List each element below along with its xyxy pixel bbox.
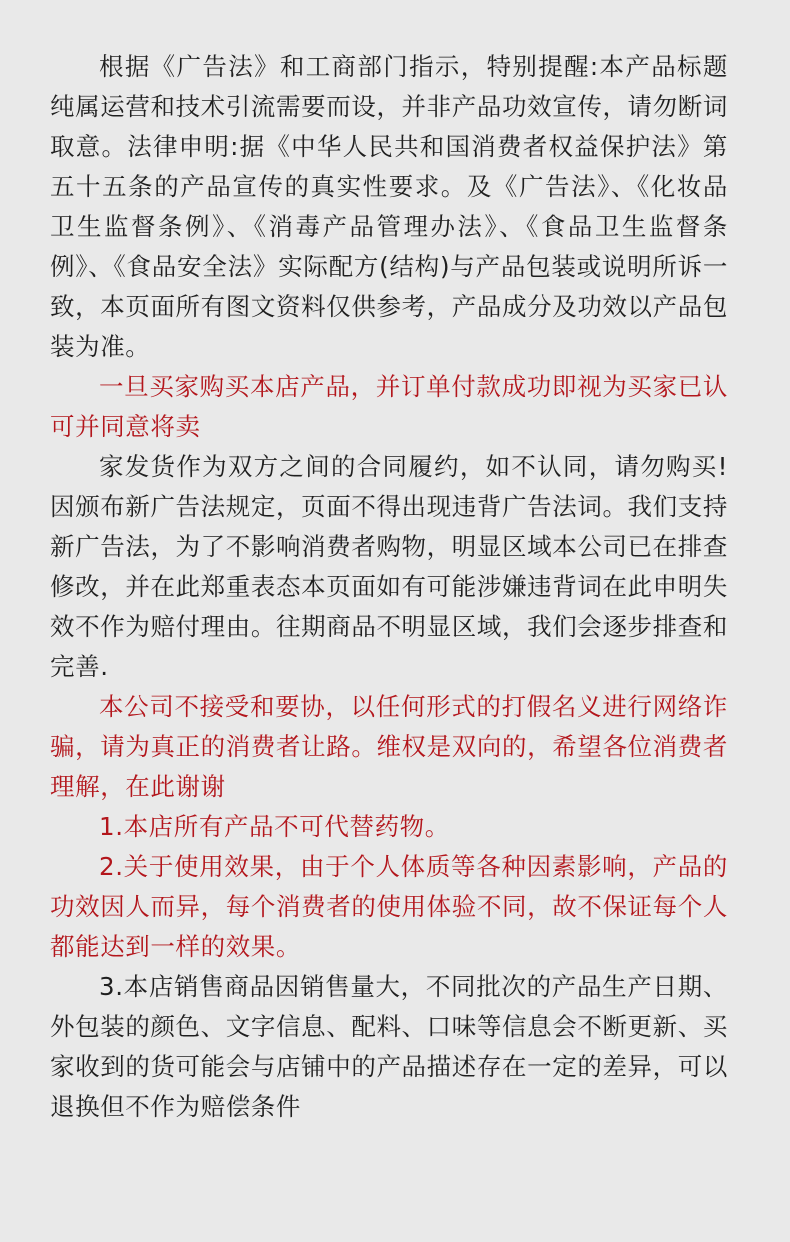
paragraph-anti-fraud: 本公司不接受和要协，以任何形式的打假名义进行网络诈骗，请为真正的消费者让路。维权是双向的，希望各位消费者理解，在此谢谢 [50, 692, 728, 801]
paragraph-contract-fulfillment: 家发货作为双方之间的合同履约，如不认同，请勿购买!因颁布新广告法规定，页面不得出现违背广告法词。我们支持新广告法，为了不影响消费者购物，明显区域本公司已在排查修改，并在此郑重表态本页面如有可能涉嫌违背词在此申明失效不作为赔付理由。往期商品不明显区域，我们会逐步排查和完善. [50, 452, 728, 681]
paragraph-advertising-law: 根据《广告法》和工商部门指示，特别提醒:本产品标题纯属运营和技术引流需要而设，并非产品功效宣传，请勿断词取意。法律申明:据《中华人民共和国消费者权益保护法》第五十五条的产品宣传的真实性要求。及《广告法》、《化妆品卫生监督条例》、《消毒产品管理办法》、《食品卫生监督条例》、《食品安全法》实际配方(结构)与产品包装或说明所诉一致，本页面所有图文资料仅供参考，产品成分及功效以产品包装为准。 [50, 52, 728, 361]
paragraph-item-1: 1.本店所有产品不可代替药物。 [99, 812, 450, 841]
paragraph-item-2: 2.关于使用效果，由于个人体质等各种因素影响，产品的功效因人而异，每个消费者的使用体验不同，故不保证每个人都能达到一样的效果。 [50, 852, 728, 961]
paragraph-item-3: 3.本店销售商品因销售量大，不同批次的产品生产日期、外包装的颜色、文字信息、配料、口味等信息会不断更新、买家收到的货可能会与店铺中的产品描述存在一定的差异，可以退换但不作为赔偿条件 [50, 972, 728, 1121]
paragraph-purchase-agreement: 一旦买家购买本店产品，并订单付款成功即视为买家已认可并同意将卖 [50, 372, 728, 441]
